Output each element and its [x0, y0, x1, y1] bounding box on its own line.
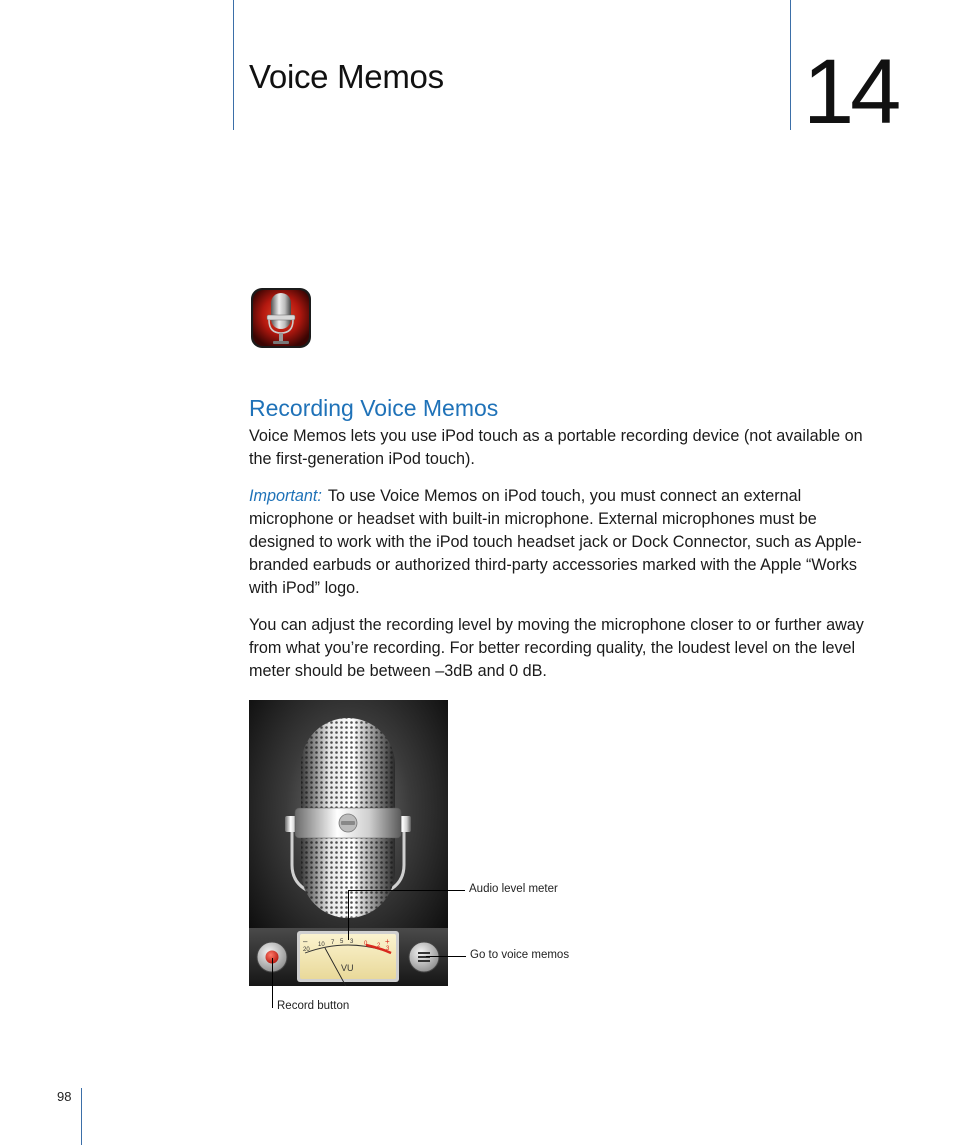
callout-audio-level-meter: Audio level meter: [469, 883, 558, 895]
section-heading: Recording Voice Memos: [249, 395, 499, 421]
list-icon: [418, 952, 430, 962]
meter-unit: VU: [341, 963, 354, 973]
callout-line: [272, 958, 273, 1008]
callout-record-button: Record button: [277, 1000, 350, 1012]
meter-tick: 0: [364, 941, 368, 947]
meter-tick: 3: [386, 946, 390, 952]
meter-tick: 10: [318, 942, 325, 948]
meter-tick: 7: [331, 940, 335, 946]
meter-tick: 3: [350, 939, 354, 945]
meter-minus: –: [303, 937, 308, 946]
footer-rule: [81, 1088, 82, 1145]
meter-tick: 5: [340, 939, 344, 945]
voice-memos-app-icon: [250, 287, 312, 349]
meter-plus: +: [385, 937, 390, 946]
important-paragraph: [249, 485, 874, 600]
meter-tick: 2: [377, 943, 381, 949]
chapter-number: 14: [803, 41, 898, 143]
page-number: 98: [57, 1089, 72, 1104]
callout-line: [348, 890, 349, 940]
voice-memos-screenshot: [249, 700, 448, 986]
callout-line: [348, 890, 465, 891]
meter-tick: 20: [303, 947, 310, 953]
important-text: To use Voice Memos on iPod touch, you must connect an external microphone or headset with built-in microphone. External microphones must be designed to work with the iPod touch headset jack or Dock Connector, such as Apple-branded earbuds or authorized third-party accessories marked with the Apple “Works with iPod” logo.: [249, 487, 862, 597]
intro-paragraph: Voice Memos lets you use iPod touch as a portable recording device (not available on the first-generation iPod touch).: [249, 427, 863, 468]
important-label: Important:: [249, 487, 322, 505]
recording-level-paragraph: You can adjust the recording level by moving the microphone closer to or further away from what you’re recording. For better recording quality, the loudest level on the level meter should be between –3dB and 0 dB.: [249, 616, 864, 680]
callout-go-to-voice-memos: Go to voice memos: [470, 949, 570, 961]
chapter-rule-left: [233, 0, 234, 130]
callout-line: [426, 956, 466, 957]
chapter-title: Voice Memos: [249, 58, 444, 95]
chapter-rule-right: [790, 0, 791, 130]
go-to-voice-memos-button[interactable]: [409, 942, 439, 972]
